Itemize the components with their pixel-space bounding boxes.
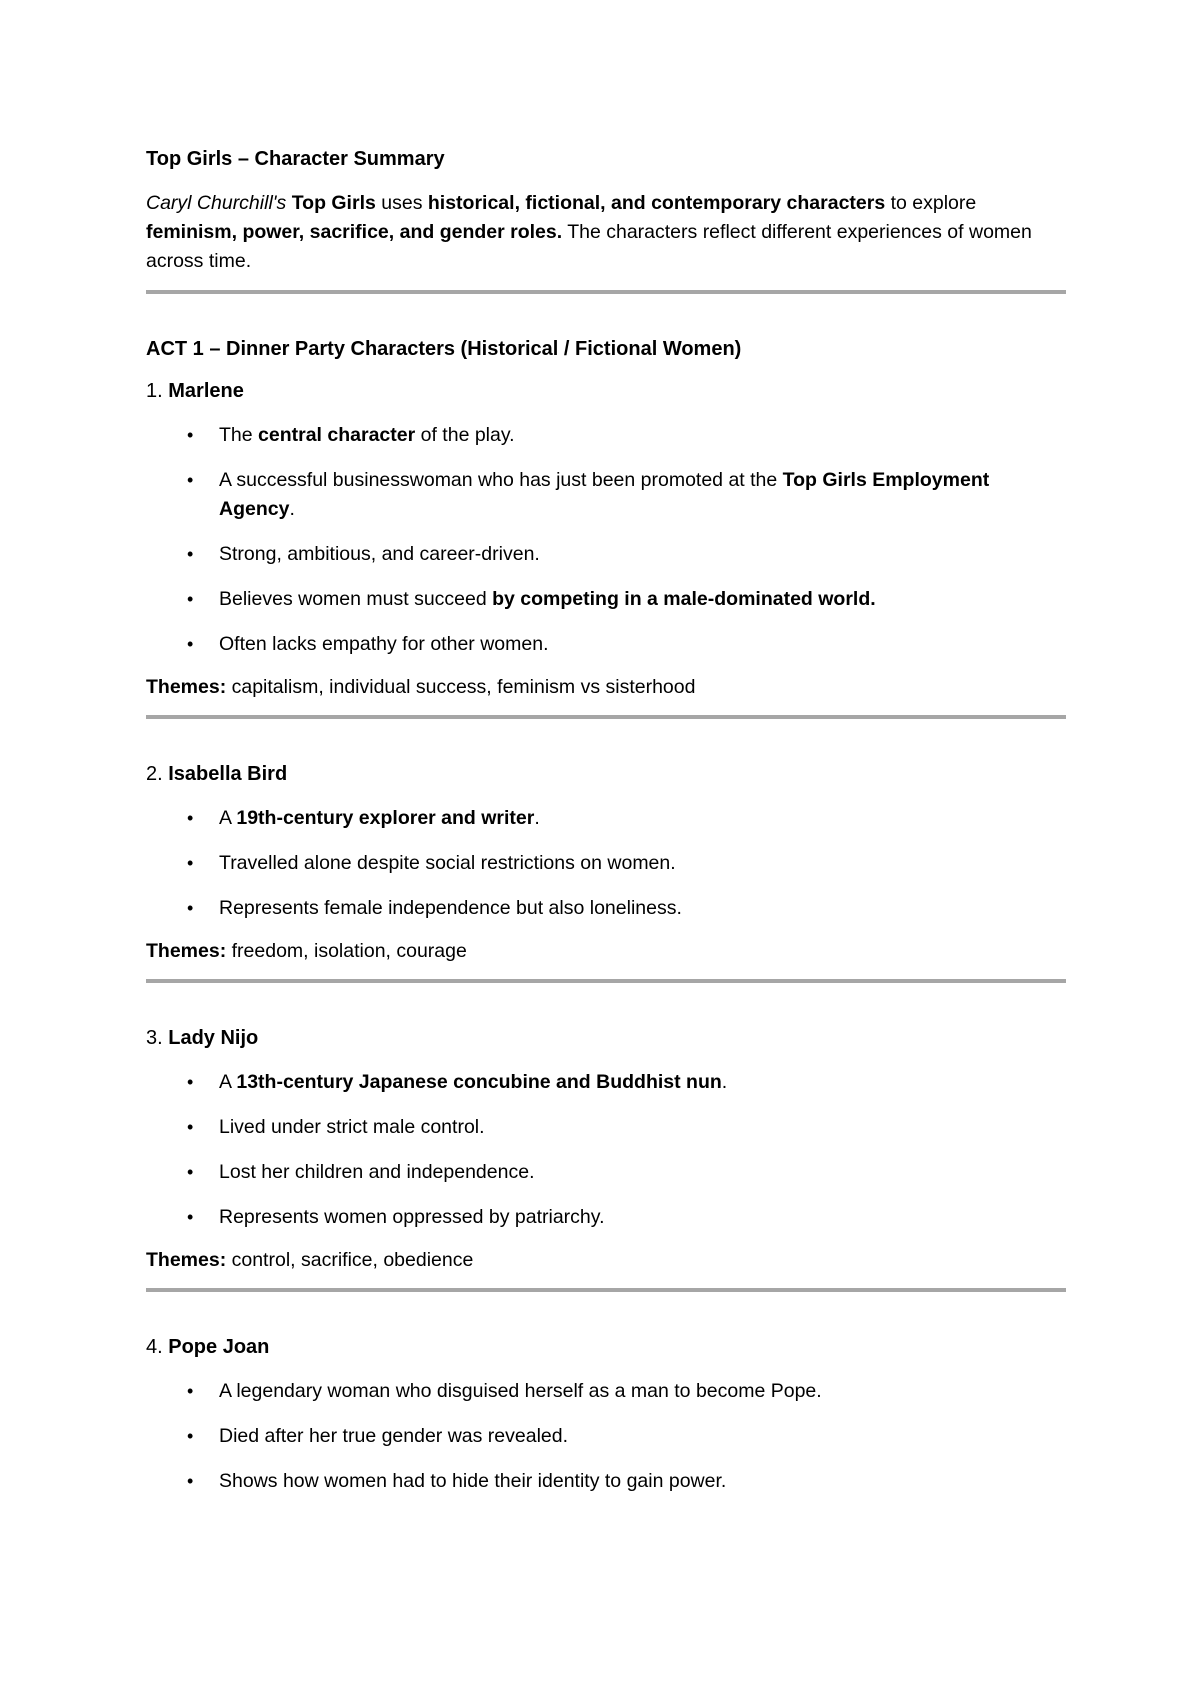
bullet-text: A [219, 807, 237, 829]
bullet-text: A successful businesswoman who has just been promoted at the [219, 469, 783, 491]
bullet-icon: • [187, 853, 194, 873]
character-name: Pope Joan [168, 1336, 270, 1358]
character-bullet-list [146, 804, 1066, 923]
bullet-text: Believes women must succeed [219, 588, 493, 610]
themes-line [146, 1246, 1066, 1274]
character-number: 2. [146, 763, 169, 785]
bullet-text: Shows how women had to hide their identity to gain power. [219, 1470, 727, 1492]
character-bullet-list [146, 1377, 1066, 1496]
intro-text-end: The characters reflect different experiences of women across time. [146, 221, 1032, 272]
list-item [146, 540, 1066, 569]
themes-label: Themes: [146, 676, 227, 698]
bullet-icon: • [187, 1381, 194, 1401]
list-item [146, 1377, 1066, 1406]
bullet-bold-text: central character [258, 424, 416, 446]
bullet-icon: • [187, 808, 194, 828]
bullet-bold-text: 13th-century Japanese concubine and Buddhist nun [236, 1071, 722, 1093]
bullet-icon: • [187, 634, 194, 654]
bullet-icon: • [187, 1072, 194, 1092]
intro-text-explore: to explore [885, 192, 977, 214]
character-number: 1. [146, 380, 169, 402]
character-number: 4. [146, 1336, 169, 1358]
list-item [146, 1068, 1066, 1097]
list-item [146, 1158, 1066, 1187]
character-heading-marlene [146, 377, 1066, 405]
bullet-text: Often lacks empathy for other women. [219, 633, 549, 655]
intro-bold-themes: feminism, power, sacrifice, and gender roles. [146, 221, 563, 243]
bullet-text: Strong, ambitious, and career-driven. [219, 543, 540, 565]
list-item [146, 1467, 1066, 1496]
bullet-text: The [219, 424, 259, 446]
bullet-bold-text: 19th-century explorer and writer [236, 807, 535, 829]
intro-paragraph [146, 189, 1066, 276]
bullet-text: Died after her true gender was revealed. [219, 1425, 569, 1447]
section-divider [146, 979, 1066, 983]
list-item [146, 466, 1066, 524]
bullet-icon: • [187, 589, 194, 609]
bullet-bold-text: by competing in a male-dominated world. [492, 588, 876, 610]
section-divider [146, 715, 1066, 719]
bullet-icon: • [187, 544, 194, 564]
bullet-text-end: . [289, 498, 295, 520]
bullet-text: A [219, 1071, 237, 1093]
character-heading-isabella-bird [146, 760, 1066, 788]
bullet-icon: • [187, 1117, 194, 1137]
list-item [146, 585, 1066, 614]
bullet-icon: • [187, 898, 194, 918]
list-item [146, 1113, 1066, 1142]
document-content [146, 146, 1066, 1496]
bullet-icon: • [187, 470, 194, 490]
bullet-text: Lived under strict male control. [219, 1116, 485, 1138]
document-title: Top Girls – Character Summary [146, 148, 445, 170]
bullet-icon: • [187, 425, 194, 445]
character-heading-lady-nijo [146, 1024, 1066, 1052]
character-name: Marlene [168, 380, 244, 402]
list-item [146, 849, 1066, 878]
list-item [146, 894, 1066, 923]
bullet-text: Represents female independence but also loneliness. [219, 897, 682, 919]
section-divider [146, 1288, 1066, 1292]
bullet-text: Represents women oppressed by patriarchy. [219, 1206, 605, 1228]
character-bullet-list [146, 1068, 1066, 1232]
bullet-text: Travelled alone despite social restrictions on women. [219, 852, 676, 874]
list-item [146, 421, 1066, 450]
character-name: Isabella Bird [168, 763, 288, 785]
intro-text-uses: uses [375, 192, 428, 214]
character-heading-pope-joan [146, 1333, 1066, 1361]
bullet-text-end: of the play. [415, 424, 515, 446]
intro-author: Caryl Churchill's [146, 192, 287, 214]
character-bullet-list [146, 421, 1066, 659]
list-item [146, 630, 1066, 659]
list-item [146, 1422, 1066, 1451]
bullet-bold-text: Top Girls Employment Agency [219, 469, 990, 520]
bullet-icon: • [187, 1471, 194, 1491]
character-number: 3. [146, 1027, 169, 1049]
list-item [146, 804, 1066, 833]
themes-label: Themes: [146, 1249, 227, 1271]
bullet-text-end: . [534, 807, 540, 829]
bullet-icon: • [187, 1162, 194, 1182]
bullet-icon: • [187, 1426, 194, 1446]
themes-text: capitalism, individual success, feminism vs sisterhood [226, 676, 696, 698]
themes-text: freedom, isolation, courage [226, 940, 467, 962]
themes-label: Themes: [146, 940, 227, 962]
section-divider [146, 290, 1066, 294]
list-item [146, 1203, 1066, 1232]
themes-line [146, 673, 1066, 701]
bullet-text: Lost her children and independence. [219, 1161, 535, 1183]
intro-bold-characters: historical, fictional, and contemporary characters [427, 192, 886, 214]
character-name: Lady Nijo [168, 1027, 259, 1049]
act-heading: ACT 1 – Dinner Party Characters (Historical / Fictional Women) [146, 338, 742, 360]
bullet-icon: • [187, 1207, 194, 1227]
intro-play-title: Top Girls [291, 192, 376, 214]
themes-line [146, 937, 1066, 965]
bullet-text-end: . [721, 1071, 728, 1093]
themes-text: control, sacrifice, obedience [226, 1249, 474, 1271]
bullet-text: A legendary woman who disguised herself as a man to become Pope. [219, 1380, 822, 1402]
